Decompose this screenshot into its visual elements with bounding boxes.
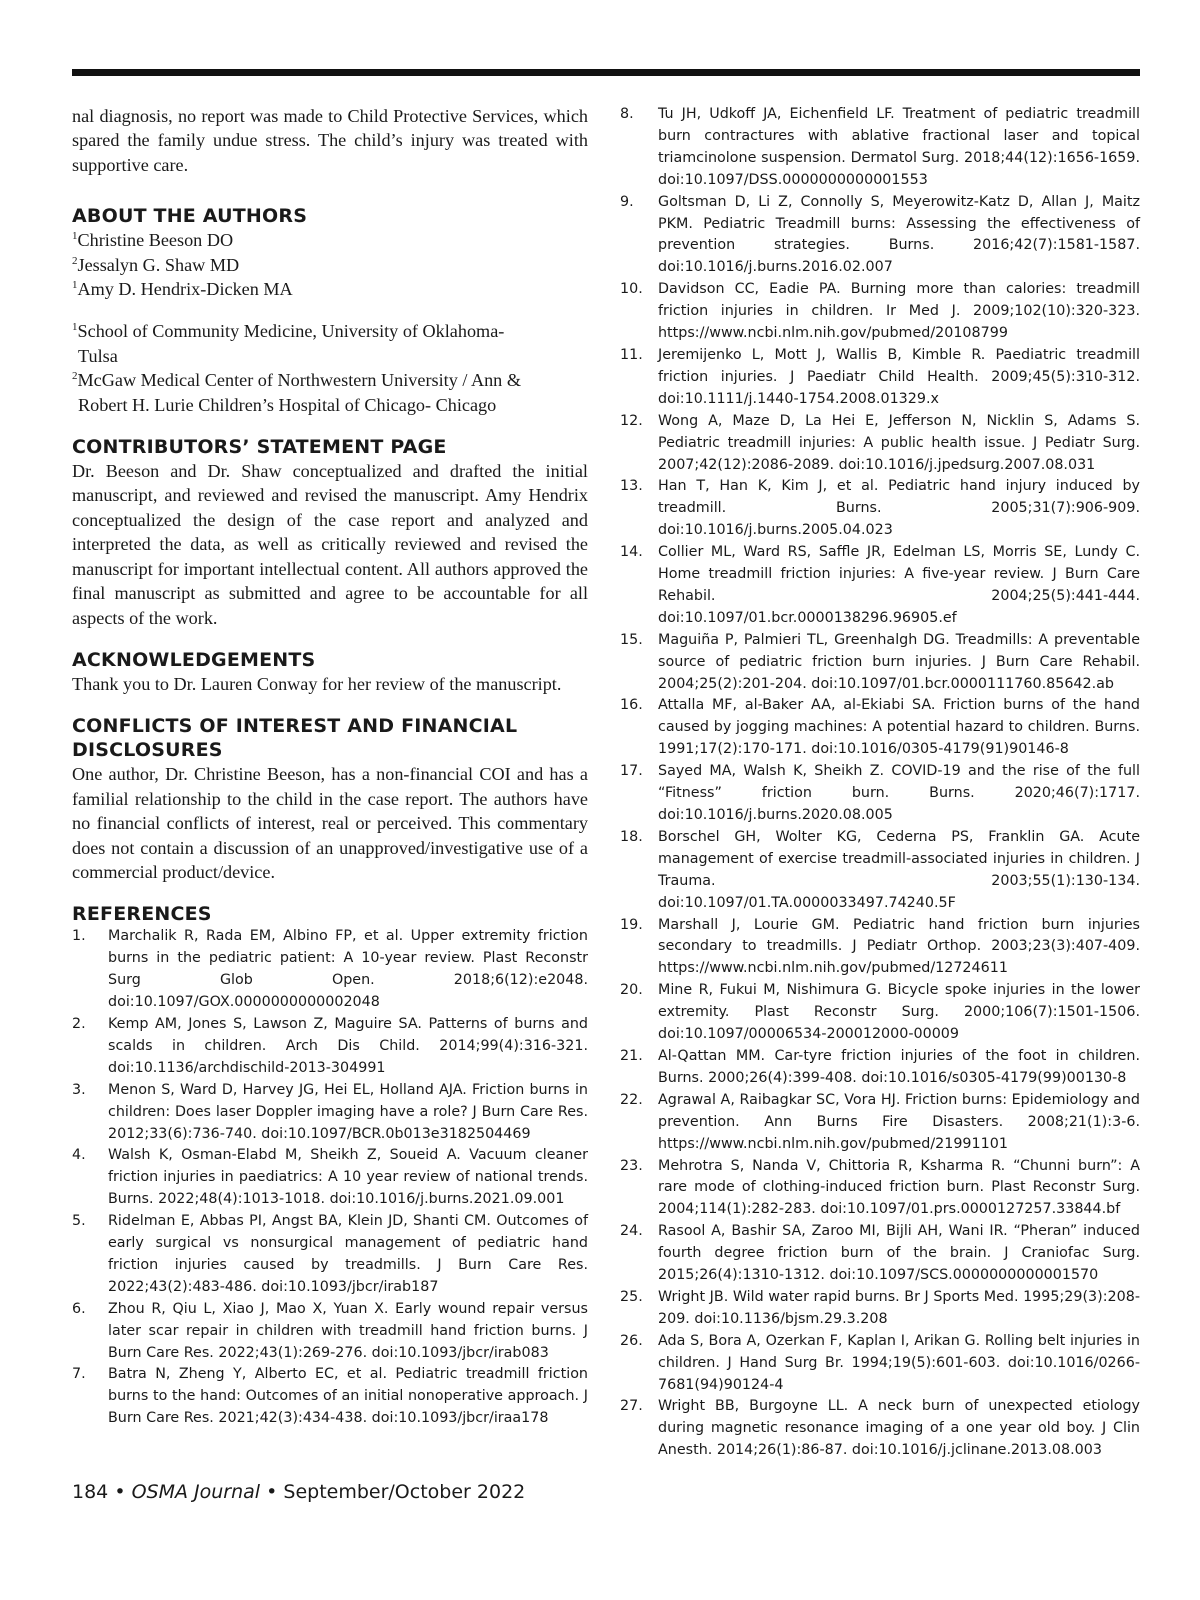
reference-number: 25. — [620, 1288, 643, 1305]
reference-item — [620, 1221, 1140, 1287]
reference-item — [72, 1364, 588, 1430]
reference-text: Maguiña P, Palmieri TL, Greenhalgh DG. Treadmills: A preventable source of pediatric friction burn injuries. J Burn Care Rehabil. 2004;25(2):201-204. doi:10.1097/01.bcr.0000111760.85642.ab — [658, 631, 1140, 692]
conflicts-text: One author, Dr. Christine Beeson, has a non-financial COI and has a familial relationship to the child in the case report. The authors have no financial conflicts of interest, real or perceived. This commentary does not contain a discussion of an unapproved/investigative use of a commercial product/device. — [72, 764, 588, 882]
reference-number: 9. — [620, 193, 634, 210]
reference-number: 3. — [72, 1081, 86, 1098]
reference-number: 2. — [72, 1015, 86, 1032]
reference-item — [72, 1145, 588, 1211]
reference-number: 11. — [620, 346, 643, 363]
reference-item — [620, 761, 1140, 827]
acknowledgements-heading: ACKNOWLEDGEMENTS — [72, 648, 316, 671]
issue-date: September/October 2022 — [283, 1481, 526, 1503]
reference-number: 10. — [620, 281, 643, 298]
author-3: $^1$Amy D. Hendrix-Dicken MA — [72, 278, 293, 300]
reference-text: Mehrotra S, Nanda V, Chittoria R, Ksharma R. “Chunni burn”: A rare mode of clothing-induced friction burn. Plast Reconstr Surg. 2004;114(1):282-283. doi:10.1097/01.prs.0000127257.33844.bf — [658, 1157, 1140, 1218]
reference-number: 13. — [620, 478, 643, 495]
reference-number: 4. — [72, 1147, 86, 1164]
reference-item — [620, 1331, 1140, 1397]
reference-number: 21. — [620, 1047, 643, 1064]
reference-item — [620, 827, 1140, 915]
reference-list-left — [72, 926, 588, 1430]
reference-number: 19. — [620, 916, 643, 933]
reference-text: Wright BB, Burgoyne LL. A neck burn of unexpected etiology during magnetic resonance imaging of a one year old boy. J Clin Anesth. 2014;26(1):86-87. doi:10.1016/j.jclinane.2013.08.003 — [658, 1398, 1140, 1459]
reference-list-right — [620, 104, 1140, 1462]
acknowledgements-text: Thank you to Dr. Lauren Conway for her review of the manuscript. — [72, 673, 562, 694]
reference-item — [620, 542, 1140, 630]
affiliation-list — [72, 319, 588, 417]
reference-item — [620, 345, 1140, 411]
reference-text: Davidson CC, Eadie PA. Burning more than calories: treadmill friction injuries in children. Ir Med J. 2009;102(10):320-323. https://www.ncbi.nlm.nih.gov/pubmed/20108799 — [658, 281, 1140, 342]
reference-item — [620, 476, 1140, 542]
about-authors-heading: ABOUT THE AUTHORS — [72, 205, 308, 228]
reference-number: 27. — [620, 1398, 643, 1415]
contributors-text: Dr. Beeson and Dr. Shaw conceptualized and drafted the initial manuscript, and reviewed and revised the manuscript. Amy Hendrix conceptualized the design of the case report and analyzed and interpreted the data, as well as critically reviewed and revised the manuscript for important intellectual content. All authors approved the final manuscript as submitted and agree to be accountable for all aspects of the work. — [72, 461, 588, 628]
reference-number: 18. — [620, 828, 643, 845]
reference-text: Collier ML, Ward RS, Saffle JR, Edelman LS, Morris SE, Lundy C. Home treadmill friction injuries: A five-year review. J Burn Care Rehabil. 2004;25(5):441-444. doi:10.1097/01.bcr.0000138296.96905.ef — [658, 544, 1140, 626]
reference-item — [620, 1046, 1140, 1090]
page-number: 184 — [72, 1481, 109, 1503]
reference-text: Marshall J, Lourie GM. Pediatric hand friction burn injuries secondary to treadmills. J Pediatr Orthop. 2003;23(3):407-409. https://www.ncbi.nlm.nih.gov/pubmed/12724611 — [658, 916, 1140, 977]
affiliation-2: $^2$McGaw Medical Center of Northwestern University / Ann & — [72, 370, 521, 391]
reference-text: Agrawal A, Raibagkar SC, Vora HJ. Friction burns: Epidemiology and prevention. Ann Burns Fire Disasters. 2008;21(1):3-6. https://www.ncbi.nlm.nih.gov/pubmed/21991101 — [658, 1091, 1140, 1152]
reference-number: 14. — [620, 544, 643, 561]
reference-item — [620, 915, 1140, 981]
reference-number: 23. — [620, 1157, 643, 1174]
reference-item — [72, 926, 588, 1014]
reference-item — [620, 980, 1140, 1046]
affiliation-1: $^1$School of Community Medicine, University of Oklahoma- — [72, 321, 505, 342]
author-2: $^2$Jessalyn G. Shaw MD — [72, 254, 240, 275]
reference-number: 20. — [620, 982, 643, 999]
conflicts-heading: CONFLICTS OF INTEREST AND FINANCIAL DISCLOSURES — [72, 715, 518, 762]
reference-text: Han T, Han K, Kim J, et al. Pediatric hand injury induced by treadmill. Burns. 2005;31(7):906-909. doi:10.1016/j.burns.2005.04.023 — [658, 478, 1140, 539]
reference-number: 6. — [72, 1300, 86, 1317]
intro-paragraph: nal diagnosis, no report was made to Child Protective Services, which spared the family undue stress. The child’s injury was treated with supportive care. — [72, 106, 588, 175]
references-heading: REFERENCES — [72, 903, 212, 926]
reference-number: 5. — [72, 1213, 86, 1230]
reference-number: 24. — [620, 1223, 643, 1240]
reference-item — [620, 1396, 1140, 1462]
reference-item — [620, 1156, 1140, 1222]
reference-text: Mine R, Fukui M, Nishimura G. Bicycle spoke injuries in the lower extremity. Plast Reconstr Surg. 2000;106(7):1501-1506. doi:10.1097/00006534-200012000-00009 — [658, 982, 1140, 1043]
contributors-heading: CONTRIBUTORS’ STATEMENT PAGE — [72, 436, 447, 459]
reference-item — [72, 1299, 588, 1365]
reference-number: 15. — [620, 631, 643, 648]
reference-item — [72, 1014, 588, 1080]
reference-item — [620, 279, 1140, 345]
reference-text: Jeremijenko L, Mott J, Wallis B, Kimble R. Paediatric treadmill friction injuries. J Paediatr Child Health. 2009;45(5):310-312. doi:10.1111/j.1440-1754.2008.01329.x — [658, 346, 1140, 407]
reference-text: Ridelman E, Abbas PI, Angst BA, Klein JD, Shanti CM. Outcomes of early surgical vs nonsurgical management of pediatric hand friction injuries caused by treadmills. J Burn Care Res. 2022;43(2):483-486. doi:10.1093/jbcr/irab187 — [108, 1213, 588, 1295]
reference-text: Wright JB. Wild water rapid burns. Br J Sports Med. 1995;29(3):208-209. doi:10.1136/bjsm.29.3.208 — [658, 1288, 1140, 1327]
reference-number: 8. — [620, 106, 634, 122]
reference-number: 1. — [72, 928, 86, 945]
top-rule — [72, 69, 1140, 76]
reference-text: Batra N, Zheng Y, Alberto EC, et al. Pediatric treadmill friction burns to the hand: Outcomes of an initial nonoperative approach. J Burn Care Res. 2021;42(3):434-438. doi:10.1093/jbcr/iraa178 — [108, 1366, 588, 1427]
right-column — [620, 104, 1140, 1462]
affiliation-2-cont: Robert H. Lurie Children’s Hospital of Chicago- Chicago — [78, 394, 497, 415]
reference-item — [72, 1211, 588, 1299]
reference-text: Wong A, Maze D, La Hei E, Jefferson N, Nicklin S, Adams S. Pediatric treadmill injuries: A public health issue. J Pediatr Surg. 2007;42(12):2086-2089. doi:10.1016/j.jpedsurg.2007.08.031 — [658, 412, 1140, 473]
affiliation-1-cont: Tulsa — [78, 345, 118, 366]
reference-number: 12. — [620, 412, 643, 429]
reference-item — [620, 411, 1140, 477]
reference-text: Sayed MA, Walsh K, Sheikh Z. COVID-19 and the rise of the full “Fitness” friction burn. Burns. 2020;46(7):1717. doi:10.1016/j.burns.2020.08.005 — [658, 763, 1140, 823]
reference-text: Zhou R, Qiu L, Xiao J, Mao X, Yuan X. Early wound repair versus later scar repair in children with treadmill hand friction burns. J Burn Care Res. 2022;43(1):269-276. doi:10.1093/jbcr/irab083 — [108, 1300, 588, 1361]
reference-text: Walsh K, Osman-Elabd M, Sheikh Z, Soueid A. Vacuum cleaner friction injuries in paediatrics: A 10 year review of national trends. Burns. 2022;48(4):1013-1018. doi:10.1016/j.burns.2021.09.001 — [108, 1147, 588, 1208]
reference-item — [620, 104, 1140, 192]
reference-text: Borschel GH, Wolter KG, Cederna PS, Franklin GA. Acute management of exercise treadmill-associated injuries in children. J Trauma. 2003;55(1):130-134. doi:10.1097/01.TA.0000033497.74240.5F — [658, 828, 1140, 911]
reference-text: Al-Qattan MM. Car-tyre friction injuries of the foot in children. Burns. 2000;26(4):399-408. doi:10.1016/s0305-4179(99)00130-8 — [658, 1047, 1140, 1086]
reference-item — [620, 695, 1140, 761]
footer-bullet-1: • — [114, 1481, 126, 1503]
reference-text: Kemp AM, Jones S, Lawson Z, Maguire SA. Patterns of burns and scalds in children. Arch Dis Child. 2014;99(4):316-321. doi:10.1136/archdischild-2013-304991 — [108, 1015, 588, 1076]
reference-number: 22. — [620, 1091, 643, 1108]
reference-item — [72, 1080, 588, 1146]
footer-bullet-2: • — [266, 1481, 278, 1503]
reference-number: 17. — [620, 763, 643, 780]
reference-text: Tu JH, Udkoff JA, Eichenfield LF. Treatment of pediatric treadmill burn contractures with ablative fractional laser and topical triamcinolone suspension. Dermatol Surg. 2018;44(12):1656-1659. doi:10.1097/DSS.0000000000001553 — [658, 106, 1140, 188]
reference-item — [620, 1090, 1140, 1156]
reference-text: Attalla MF, al-Baker AA, al-Ekiabi SA. Friction burns of the hand caused by jogging machines: A potential hazard to children. Burns. 1991;17(2):170-171. doi:10.1016/0305-4179(91)90146-8 — [658, 697, 1140, 758]
reference-item — [620, 630, 1140, 696]
reference-text: Rasool A, Bashir SA, Zaroo MI, Bijli AH, Wani IR. “Pheran” induced fourth degree friction burn of the brain. J Craniofac Surg. 2015;26(4):1310-1312. doi:10.1097/SCS.0000000000001570 — [658, 1223, 1140, 1284]
reference-text: Menon S, Ward D, Harvey JG, Hei EL, Holland AJA. Friction burns in children: Does laser Doppler imaging have a role? J Burn Care Res. 2012;33(6):736-740. doi:10.1097/BCR.0b013e3182504469 — [108, 1081, 588, 1142]
reference-number: 16. — [620, 697, 643, 714]
reference-number: 7. — [72, 1366, 86, 1383]
reference-text: Goltsman D, Li Z, Connolly S, Meyerowitz-Katz D, Allan J, Maitz PKM. Pediatric Treadmill burns: Assessing the effectiveness of prevention strategies. Burns. 2016;42(7):1581-1587. doi:10.1016/j.burns.2016.02.007 — [658, 193, 1140, 276]
reference-text: Marchalik R, Rada EM, Albino FP, et al. Upper extremity friction burns in the pediatric patient: A 10-year review. Plast Reconstr Surg Glob Open. 2018;6(12):e2048. doi:10.1097/GOX.0000000000002048 — [108, 928, 588, 1011]
reference-text: Ada S, Bora A, Ozerkan F, Kaplan I, Arikan G. Rolling belt injuries in children. J Hand Surg Br. 1994;19(5):601-603. doi:10.1016/0266-7681(94)90124-4 — [658, 1332, 1140, 1393]
reference-item — [620, 1287, 1140, 1331]
author-list — [72, 228, 588, 301]
page-footer — [72, 1481, 525, 1503]
reference-number: 26. — [620, 1332, 643, 1349]
left-column — [72, 104, 588, 1430]
journal-name: OSMA Journal — [131, 1481, 261, 1503]
reference-item — [620, 192, 1140, 280]
author-1: $^1$Christine Beeson DO — [72, 230, 234, 251]
